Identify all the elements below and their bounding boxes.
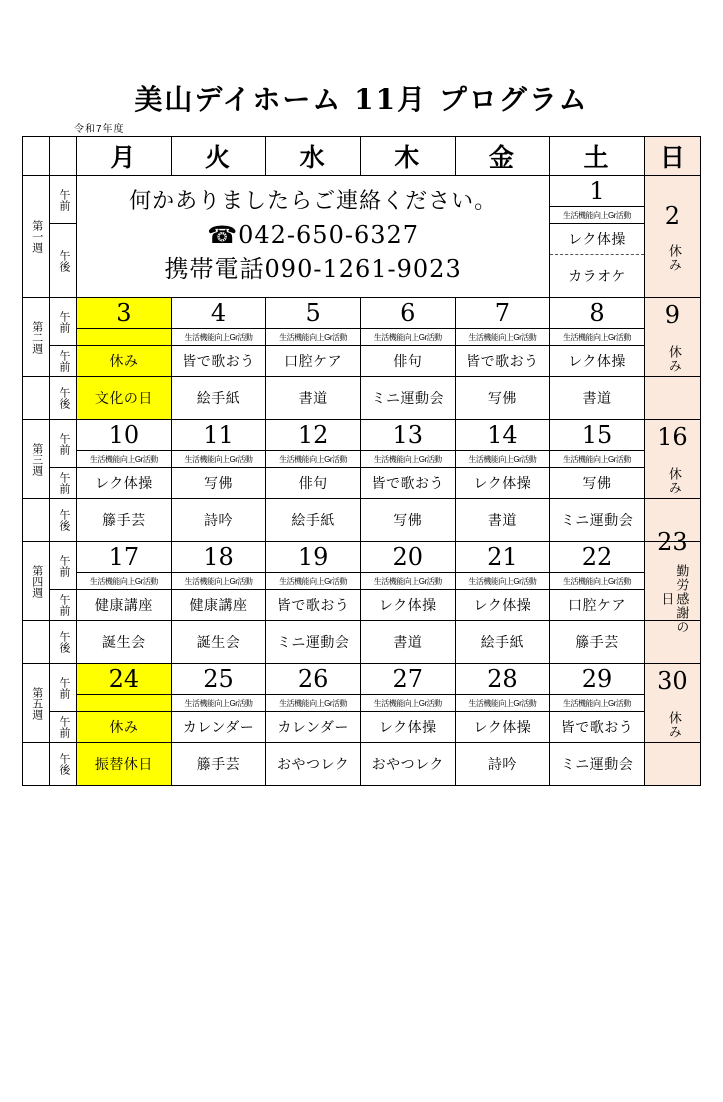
sub-activity: 生活機能向上Gr活動 [171,695,266,712]
sub-activity: 生活機能向上Gr活動 [455,451,550,468]
corner-cell-ampm [50,137,77,176]
ampm-label-pm-2: 午後 [50,377,77,420]
am-activity: 皆で歌おう [266,590,361,621]
table-row [23,712,701,743]
sunday-number: 30 [657,667,688,695]
ampm-label-am-3b: 午前 [50,468,77,499]
pm-activity: 書道 [266,377,361,420]
day-number: 3 [77,298,172,329]
sunday-cell [644,176,700,298]
sub-activity: 生活機能向上Gr活動 [171,329,266,346]
day-number: 22 [550,542,645,573]
sunday-cell [644,664,700,743]
week-spacer-2 [23,377,50,420]
pm-activity: ミニ運動会 [550,743,645,786]
notice-block [77,176,550,298]
pm-activity: 籐手芸 [550,621,645,664]
table-row [23,329,701,346]
notice-line-1: 何かありましたらご連絡ください。 [129,188,498,214]
am-activity: 口腔ケア [550,590,645,621]
table-row [23,573,701,590]
sunday-note: 休み [665,711,681,739]
ampm-label-am-4b: 午前 [50,590,77,621]
sub-activity: 生活機能向上Gr活動 [550,451,645,468]
sub-activity: 生活機能向上Gr活動 [360,451,455,468]
sub-activity: 生活機能向上Gr活動 [360,573,455,590]
notice-line-3: 携帯電話090-1261-9023 [164,255,462,284]
pm-activity: ミニ運動会 [360,377,455,420]
sunday-number: 2 [664,201,681,230]
am-activity: 写佛 [550,468,645,499]
table-row [23,542,701,573]
pm-activity: 誕生会 [171,621,266,664]
day-number: 14 [455,420,550,451]
sub-activity: 生活機能向上Gr活動 [455,573,550,590]
sub-activity: 生活機能向上Gr活動 [550,573,645,590]
table-row [23,451,701,468]
ampm-label-pm-3: 午後 [50,499,77,542]
sub-activity: 生活機能向上Gr活動 [171,573,266,590]
sunday-number: 16 [657,423,688,451]
sub-activity: 生活機能向上Gr活動 [171,451,266,468]
table-row [23,176,701,207]
pm-activity: 写佛 [455,377,550,420]
sub-activity: 生活機能向上Gr活動 [266,695,361,712]
pm-activity: 詩吟 [171,499,266,542]
table-row [23,621,701,664]
am-activity: 休み [77,346,172,377]
day-number: 29 [550,664,645,695]
pm-activity: 振替休日 [77,743,172,786]
week-label-2: 第二週 [23,298,50,377]
sub-activity [77,329,172,346]
pm-activity: カラオケ [550,255,645,298]
pm-activity: おやつレク [360,743,455,786]
am-activity: 俳句 [266,468,361,499]
am-activity: レク体操 [360,712,455,743]
week-spacer-3 [23,499,50,542]
pm-activity: 絵手紙 [171,377,266,420]
am-activity: カレンダー [171,712,266,743]
day-number: 11 [171,420,266,451]
day-number: 28 [455,664,550,695]
table-row [23,664,701,695]
sunday-note: 休み [665,243,681,272]
am-activity: 皆で歌おう [360,468,455,499]
am-activity: 口腔ケア [266,346,361,377]
ampm-label-am-5b: 午前 [50,712,77,743]
day-number: 8 [550,298,645,329]
pm-activity: ミニ運動会 [266,621,361,664]
ampm-label-am-2: 午前 [50,298,77,346]
am-activity: レク体操 [550,224,645,255]
pm-activity: 書道 [455,499,550,542]
table-row [23,695,701,712]
pm-activity: 写佛 [360,499,455,542]
pm-activity: 詩吟 [455,743,550,786]
sub-activity: 生活機能向上Gr活動 [266,329,361,346]
page-title: 美山デイホーム 11月 プログラム [134,83,589,116]
sub-activity: 生活機能向上Gr活動 [360,695,455,712]
table-row [23,420,701,451]
am-activity: レク体操 [77,468,172,499]
sunday-note: 休み [665,467,681,495]
sunday-note: 休み [665,345,681,373]
sunday-cell [644,298,700,377]
table-row [23,499,701,542]
day-number: 6 [360,298,455,329]
day-number: 10 [77,420,172,451]
pm-activity: 書道 [360,621,455,664]
sub-activity: 生活機能向上Gr活動 [77,451,172,468]
header-saturday: 土 [550,137,645,176]
sub-activity: 生活機能向上Gr活動 [455,329,550,346]
ampm-label-am-4: 午前 [50,542,77,590]
program-calendar-table [22,136,701,786]
day-number: 21 [455,542,550,573]
am-activity: レク体操 [550,346,645,377]
day-number: 13 [360,420,455,451]
pm-activity: 誕生会 [77,621,172,664]
sub-activity: 生活機能向上Gr活動 [550,207,645,224]
week-spacer-5 [23,743,50,786]
am-activity: 皆で歌おう [171,346,266,377]
table-row [23,377,701,420]
era-label: 令和7年度 [74,124,125,135]
pm-activity: 籐手芸 [77,499,172,542]
am-activity: 俳句 [360,346,455,377]
am-activity: カレンダー [266,712,361,743]
week-label-4: 第四週 [23,542,50,621]
am-activity: 健康講座 [77,590,172,621]
sub-activity: 生活機能向上Gr活動 [550,329,645,346]
am-activity: レク体操 [455,468,550,499]
day-number: 17 [77,542,172,573]
ampm-label-am-1: 午前 [50,176,77,224]
day-number: 25 [171,664,266,695]
pm-activity: 籐手芸 [171,743,266,786]
sunday-number: 9 [664,301,681,329]
corner-cell-week [23,137,50,176]
am-activity: レク体操 [455,590,550,621]
sub-activity: 生活機能向上Gr活動 [266,451,361,468]
week-label-5: 第五週 [23,664,50,743]
table-row [23,590,701,621]
day-number: 4 [171,298,266,329]
table-row [23,298,701,329]
sunday-note: 勤労感謝の日 [658,564,689,634]
pm-activity: 文化の日 [77,377,172,420]
table-header [23,137,701,176]
header-monday: 月 [77,137,172,176]
day-number: 7 [455,298,550,329]
day-number: 5 [266,298,361,329]
header-tuesday: 火 [171,137,266,176]
table-row [23,743,701,786]
ampm-label-pm-5: 午後 [50,743,77,786]
day-number: 19 [266,542,361,573]
day-number: 18 [171,542,266,573]
ampm-label-am-5: 午前 [50,664,77,712]
notice-line-2: ☎042-650-6327 [207,220,420,249]
ampm-label-am-2b: 午前 [50,346,77,377]
sunday-cell [644,528,700,634]
am-activity: 休み [77,712,172,743]
sunday-filler [644,377,700,420]
calendar-page [0,78,723,1102]
table-row [23,346,701,377]
am-activity: レク体操 [455,712,550,743]
day-number: 1 [550,176,645,207]
pm-activity: ミニ運動会 [550,499,645,542]
day-number: 15 [550,420,645,451]
am-activity: 写佛 [171,468,266,499]
ampm-label-pm-4: 午後 [50,621,77,664]
sub-activity [77,695,172,712]
sub-activity: 生活機能向上Gr活動 [77,573,172,590]
pm-activity: 書道 [550,377,645,420]
pm-activity: おやつレク [266,743,361,786]
week-spacer-4 [23,621,50,664]
day-number: 26 [266,664,361,695]
pm-activity: 絵手紙 [266,499,361,542]
sub-activity: 生活機能向上Gr活動 [550,695,645,712]
day-number: 24 [77,664,172,695]
sub-activity: 生活機能向上Gr活動 [266,573,361,590]
sunday-number: 23 [657,528,688,556]
week-label-1: 第一週 [23,176,50,298]
header-wednesday: 水 [266,137,361,176]
sunday-filler [644,743,700,786]
header-friday: 金 [455,137,550,176]
header-thursday: 木 [360,137,455,176]
week-label-3: 第三週 [23,420,50,499]
day-number: 12 [266,420,361,451]
am-activity: 皆で歌おう [455,346,550,377]
sunday-cell [644,420,700,499]
ampm-label-pm-1: 午後 [50,224,77,298]
pm-activity: 絵手紙 [455,621,550,664]
am-activity: レク体操 [360,590,455,621]
ampm-label-am-3: 午前 [50,420,77,468]
am-activity: 健康講座 [171,590,266,621]
am-activity: 皆で歌おう [550,712,645,743]
day-number: 20 [360,542,455,573]
sub-activity: 生活機能向上Gr活動 [455,695,550,712]
day-number: 27 [360,664,455,695]
sub-activity: 生活機能向上Gr活動 [360,329,455,346]
header-sunday: 日 [644,137,700,176]
table-row [23,468,701,499]
